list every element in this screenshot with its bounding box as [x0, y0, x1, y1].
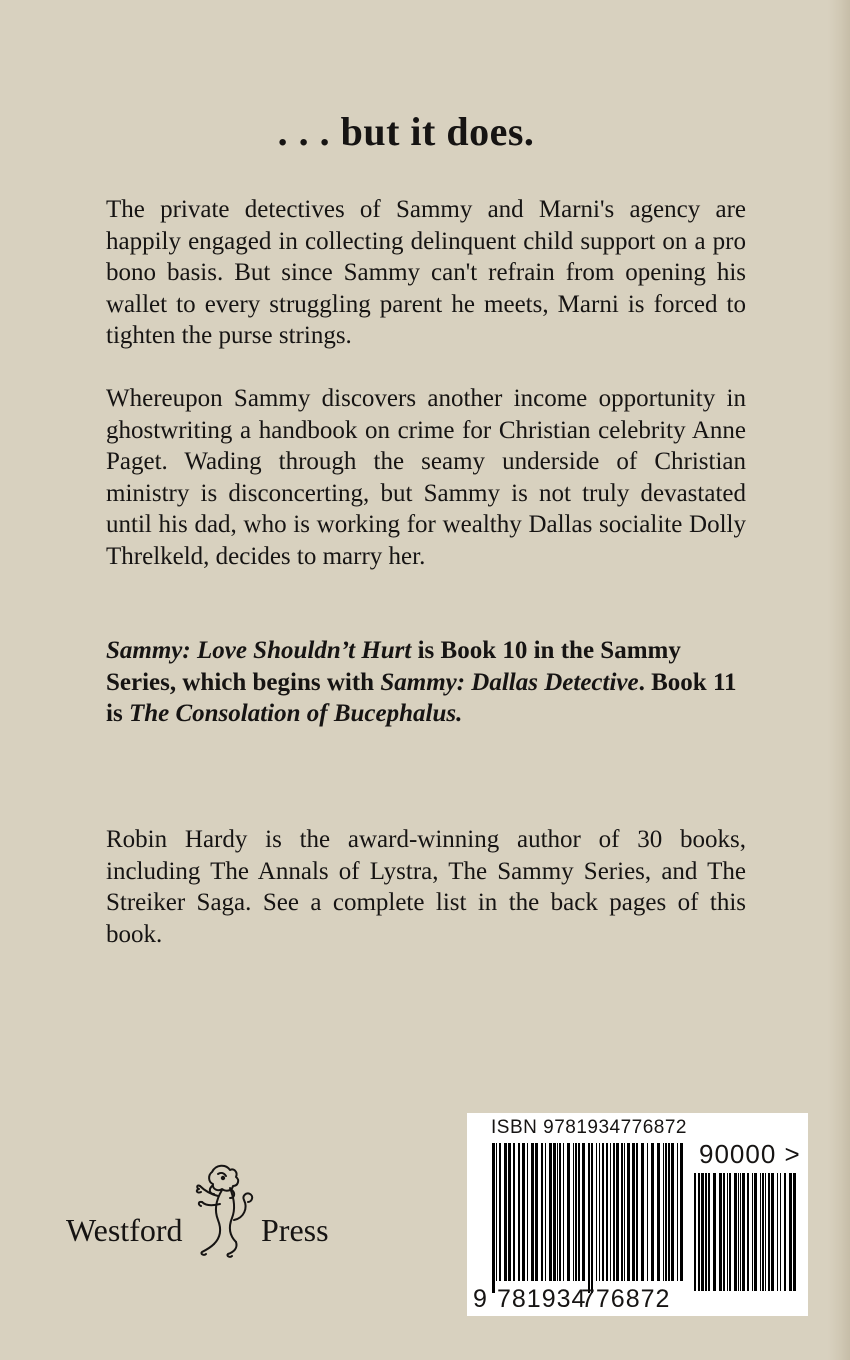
barcode-bar: [575, 1143, 577, 1281]
barcode-bar: [504, 1143, 507, 1281]
publisher-name-right: Press: [261, 1212, 329, 1248]
barcode-bar: [698, 1173, 700, 1291]
barcode-bar: [632, 1143, 635, 1281]
barcode-bar: [647, 1143, 648, 1281]
barcode-right-digits: 776872: [581, 1285, 671, 1313]
barcode-bar: [578, 1143, 580, 1281]
series-text-1: is Book 10 in the Sammy Series, which begins with: [106, 637, 681, 696]
barcode-bar: [789, 1173, 792, 1291]
barcode-bar: [663, 1143, 664, 1281]
series-text-2: . Book 11 is: [106, 668, 737, 727]
barcode-bar: [496, 1143, 497, 1281]
barcode-bar: [499, 1143, 501, 1281]
barcode-bar: [582, 1143, 585, 1281]
blurb-paragraph-2: Whereupon Sammy discovers another income opportunity in ghostwriting a handbook on crime for Christian celebrity Anne Paget. Wading through the seamy underside of Christian ministry is disconcerting, but Sammy is not truly devastated until his dad, who is working for wealthy Dallas socialite Dolly Threlkeld, decides to marry her.: [106, 385, 746, 570]
barcode-bar: [641, 1143, 644, 1281]
barcode-bar: [793, 1173, 796, 1291]
barcode-bar: [657, 1143, 660, 1281]
barcode-bar: [668, 1143, 670, 1281]
barcode-bar: [557, 1143, 558, 1281]
barcode-bar: [627, 1143, 630, 1281]
barcode-bar: [573, 1143, 574, 1281]
barcode-bar: [522, 1143, 525, 1281]
barcode-bar: [780, 1173, 781, 1291]
barcode-bar: [734, 1173, 737, 1291]
barcode-bar: [596, 1143, 597, 1281]
barcode-bar: [518, 1143, 520, 1281]
barcode-bar: [541, 1143, 543, 1281]
barcode-bar: [719, 1173, 722, 1291]
next-book-title: The Consolation of Bucephalus.: [128, 700, 463, 727]
barcode-bar: [760, 1173, 761, 1291]
barcode-bar: [602, 1143, 604, 1281]
isbn-label: ISBN 9781934776872: [491, 1117, 687, 1138]
barcode-bar: [729, 1173, 731, 1291]
barcode-bar: [784, 1173, 786, 1291]
price-code: 90000 >: [699, 1139, 801, 1169]
barcode-bar: [754, 1173, 757, 1291]
publisher-logo: [66, 1160, 346, 1260]
barcode-bar: [636, 1143, 638, 1281]
barcode-bar: [651, 1143, 654, 1281]
barcode-bar: [599, 1143, 600, 1281]
barcode-bar: [701, 1173, 704, 1291]
barcode-bar: [738, 1173, 739, 1291]
barcode-bar: [531, 1143, 534, 1281]
barcode-bar: [694, 1173, 696, 1291]
rampant-lion-icon: [182, 1160, 260, 1260]
barcode-bar: [742, 1173, 745, 1291]
barcode-bar: [762, 1173, 764, 1291]
barcode-bar: [624, 1143, 625, 1281]
barcode-bar: [549, 1143, 552, 1281]
barcode-lead-digit: 9: [473, 1285, 488, 1313]
first-book-title: Sammy: Dallas Detective: [380, 668, 639, 696]
barcode-bar: [705, 1173, 707, 1291]
barcode-bar: [563, 1143, 564, 1281]
barcode-bar: [591, 1143, 593, 1293]
barcode-bar: [671, 1143, 674, 1281]
spine-edge: [828, 0, 850, 1360]
barcode-left-digits: 781934: [497, 1285, 587, 1313]
publisher-name-left: Westford: [66, 1212, 183, 1248]
barcode-bar: [527, 1143, 528, 1281]
barcode-bar: [492, 1143, 495, 1293]
book-title: Sammy: Love Shouldn’t Hurt: [106, 637, 412, 664]
ean-barcode-bars: [491, 1143, 687, 1293]
barcode-bar: [768, 1173, 770, 1291]
barcode-bar: [616, 1143, 619, 1281]
barcode-bar: [621, 1143, 623, 1281]
barcode-bar: [723, 1173, 725, 1291]
barcode-bar: [677, 1143, 678, 1281]
barcode-bar: [727, 1173, 728, 1291]
barcode-bar: [508, 1143, 511, 1281]
barcode-bar: [588, 1143, 590, 1293]
blurb-paragraph-1: The private detectives of Sammy and Marni's agency are happily engaged in collecting delinquent child support on a pro bono basis. But since Sammy can't refrain from opening his wallet to every struggling parent he meets, Marni is forced to tighten the purse strings.: [106, 196, 746, 349]
barcode-bar: [610, 1143, 611, 1281]
barcode-bar: [777, 1173, 778, 1291]
barcode-bar: [553, 1143, 556, 1281]
headline: . . . but it does.: [277, 109, 535, 154]
barcode-bar: [708, 1173, 710, 1291]
barcode-bar: [606, 1143, 608, 1281]
series-note: [106, 635, 746, 730]
barcode-bar: [613, 1143, 615, 1281]
barcode-bar: [665, 1143, 667, 1281]
barcode-bar: [765, 1173, 766, 1291]
barcode-bar: [747, 1173, 749, 1291]
barcode-bar: [740, 1173, 741, 1291]
barcode-bar: [559, 1143, 561, 1281]
barcode-bar: [771, 1173, 774, 1291]
barcode-bar: [680, 1143, 683, 1281]
barcode-bar: [713, 1173, 716, 1291]
addon-barcode-bars: [693, 1173, 797, 1291]
barcode-bar: [545, 1143, 546, 1281]
isbn-barcode-panel: [467, 1113, 808, 1316]
barcode-bar: [535, 1143, 538, 1281]
barcode-bar: [752, 1173, 753, 1291]
barcode-bar: [513, 1143, 515, 1281]
barcode-bar: [567, 1143, 570, 1281]
author-bio: Robin Hardy is the award-winning author of 30 books, including The Annals of Lystra, The Sammy Series, and The Streiker Saga. See a complete list in the back pages of this book.: [106, 826, 746, 948]
